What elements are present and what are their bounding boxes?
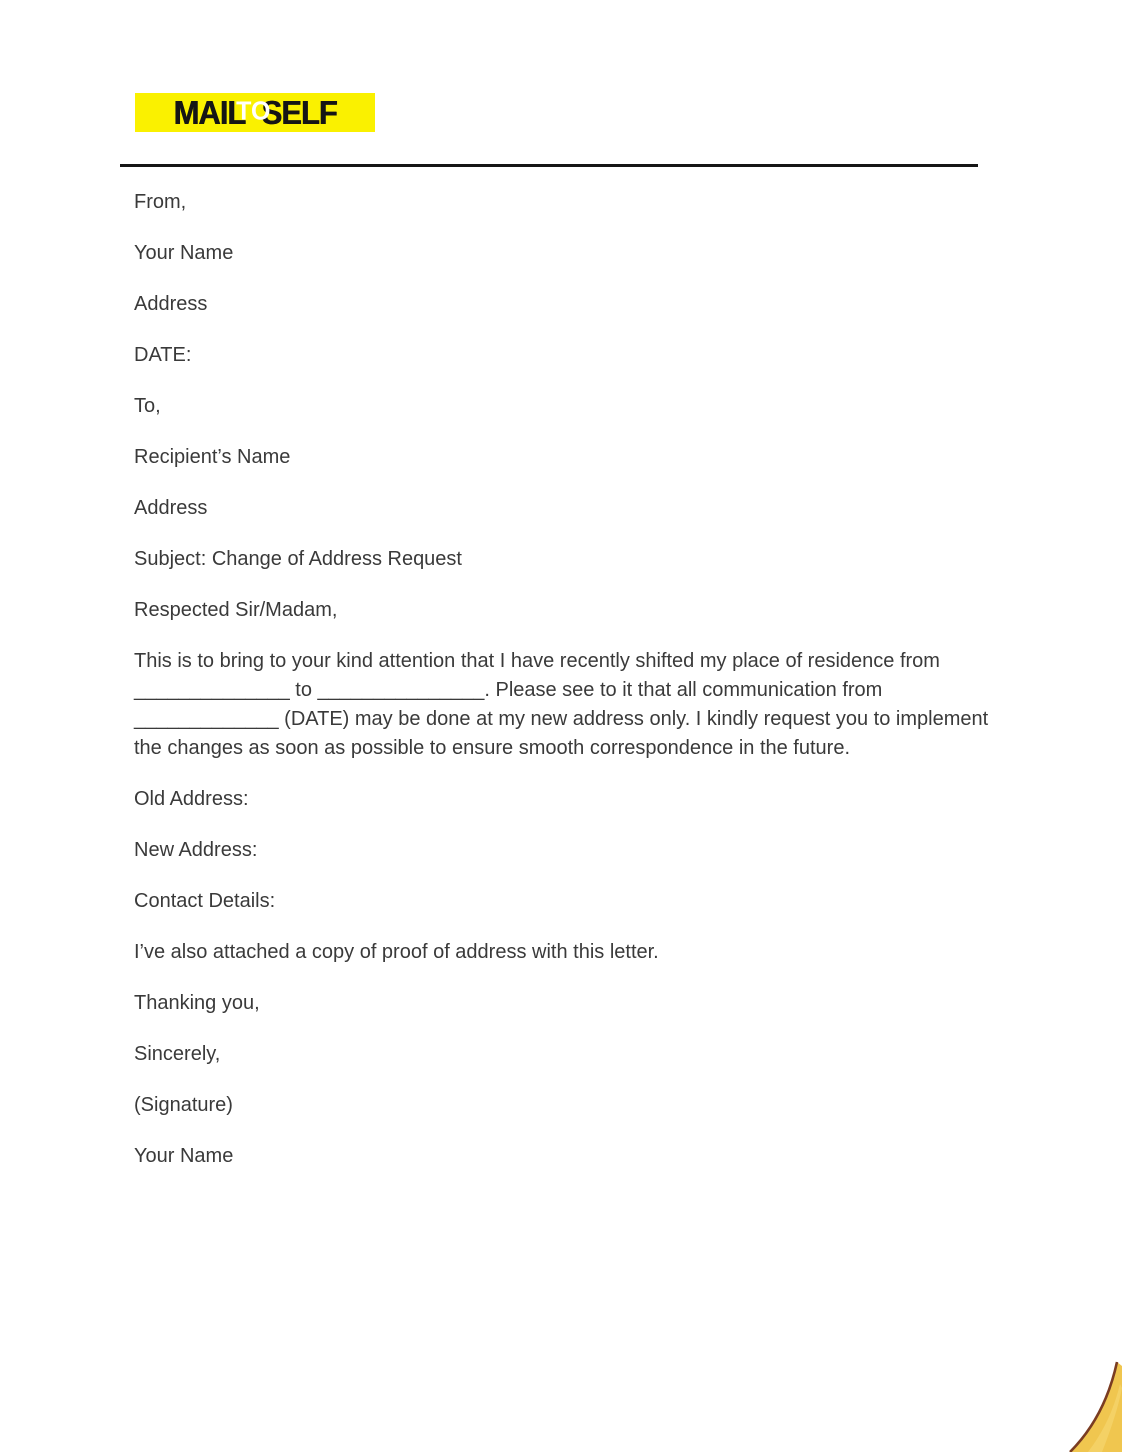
letter-line: Sincerely, <box>134 1043 221 1065</box>
letter-line: Old Address: <box>134 788 249 810</box>
logo-mail-text: MAIL <box>173 93 246 132</box>
letter-body <box>134 188 996 1193</box>
corner-ribbon-decoration <box>1042 1352 1122 1452</box>
letter-line: From, <box>134 191 187 213</box>
letter-line: New Address: <box>134 839 258 861</box>
letter-line: I’ve also attached a copy of proof of address with this letter. <box>134 941 659 963</box>
letter-line: Your Name <box>134 242 234 264</box>
letter-line: This is to bring to your kind attention that I have recently shifted my place of residence from ______________ to _______________. Please see to it that all communication from _____________ (DATE) may be done at my new address only. I kindly request you to implement the changes as soon as possible to ensure smooth correspondence in the future. <box>134 650 994 759</box>
letter-line: To, <box>134 395 161 417</box>
letter-line: Respected Sir/Madam, <box>134 599 338 621</box>
logo-self-text: SELF <box>261 93 337 132</box>
letter-line: (Signature) <box>134 1094 233 1116</box>
letter-line: Address <box>134 497 208 519</box>
letter-line: Thanking you, <box>134 992 260 1014</box>
letter-line: DATE: <box>134 344 192 366</box>
letter-line: Address <box>134 293 208 315</box>
mail-to-self-logo <box>135 93 375 132</box>
letter-line: Your Name <box>134 1145 234 1167</box>
letter-line: Subject: Change of Address Request <box>134 548 462 570</box>
header-divider-line <box>120 164 978 167</box>
letter-line: Contact Details: <box>134 890 276 912</box>
logo-to-text: TO <box>236 96 271 126</box>
letter-line: Recipient’s Name <box>134 446 291 468</box>
